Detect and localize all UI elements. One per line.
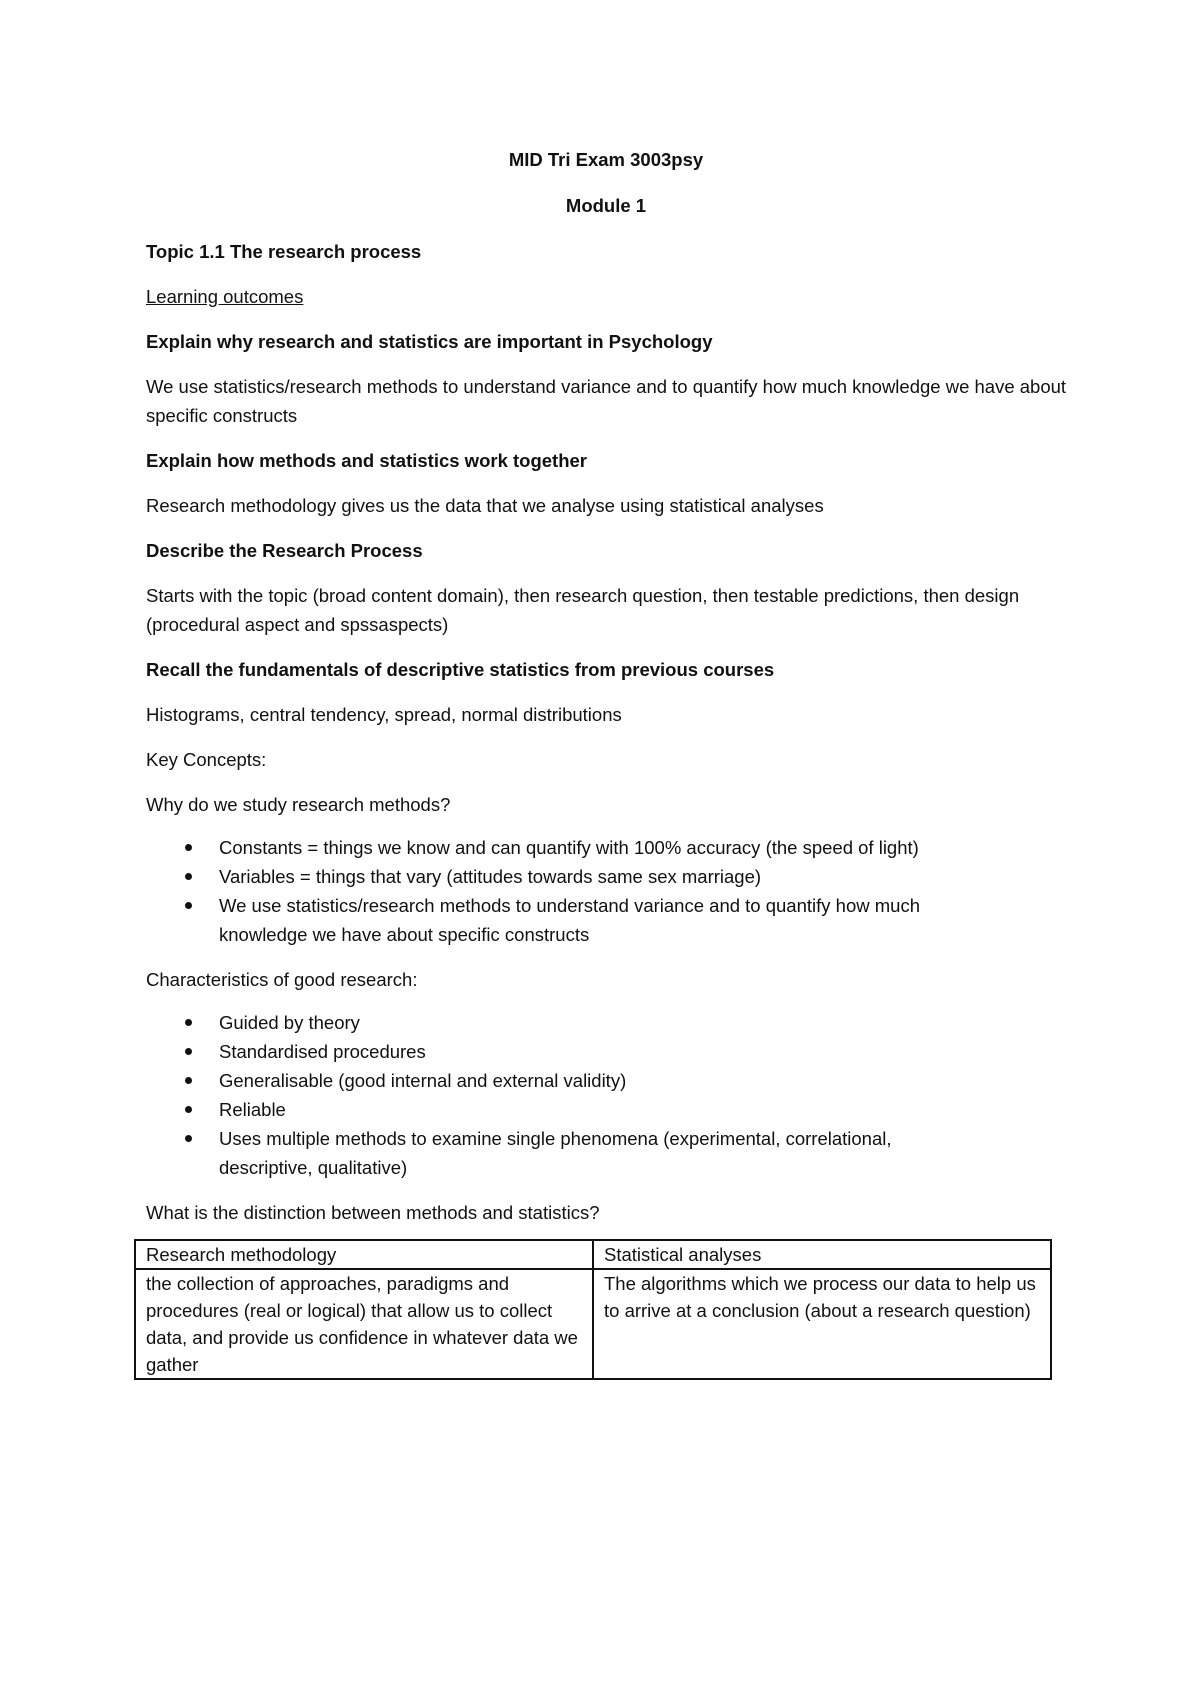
list-item: We use statistics/research methods to understand variance and to quantify how much knowledge we have about specific constructs bbox=[219, 891, 989, 949]
distinction-question: What is the distinction between methods and statistics? bbox=[146, 1202, 600, 1223]
table-cell: The algorithms which we process our data to help us to arrive at a conclusion (about a research question) bbox=[593, 1269, 1051, 1379]
why-study-question: Why do we study research methods? bbox=[146, 794, 451, 815]
characteristics-label: Characteristics of good research: bbox=[146, 969, 418, 990]
list-item: Reliable bbox=[219, 1095, 1066, 1124]
document-title: MID Tri Exam 3003psy bbox=[508, 149, 704, 170]
outcome-answer-4: Histograms, central tendency, spread, normal distributions bbox=[146, 704, 622, 725]
list-item: Variables = things that vary (attitudes towards same sex marriage) bbox=[219, 862, 1066, 891]
outcome-answer-1: We use statistics/research methods to understand variance and to quantify how much knowledge we have about specific constructs bbox=[146, 376, 1067, 426]
list-item: Generalisable (good internal and external validity) bbox=[219, 1066, 1066, 1095]
topic-heading: Topic 1.1 The research process bbox=[146, 241, 422, 262]
outcome-heading-2: Explain how methods and statistics work together bbox=[146, 450, 587, 471]
outcome-heading-3: Describe the Research Process bbox=[146, 540, 423, 561]
list-item: Guided by theory bbox=[219, 1008, 1066, 1037]
outcome-heading-1: Explain why research and statistics are important in Psychology bbox=[146, 331, 713, 352]
learning-outcomes-label: Learning outcomes bbox=[146, 286, 304, 307]
table-row bbox=[135, 1269, 1051, 1379]
comparison-table bbox=[134, 1239, 1052, 1380]
table-header-cell: Statistical analyses bbox=[593, 1240, 1051, 1269]
table-header-cell: Research methodology bbox=[135, 1240, 593, 1269]
outcome-answer-2: Research methodology gives us the data that we analyse using statistical analyses bbox=[146, 495, 824, 516]
characteristics-list bbox=[146, 1008, 1066, 1182]
outcome-answer-3: Starts with the topic (broad content domain), then research question, then testable predictions, then design (procedural aspect and spssaspects) bbox=[146, 585, 1020, 635]
table-header-row bbox=[135, 1240, 1051, 1269]
module-heading: Module 1 bbox=[565, 195, 647, 216]
key-concepts-label: Key Concepts: bbox=[146, 749, 267, 770]
list-item: Uses multiple methods to examine single phenomena (experimental, correlational, descriptive, qualitative) bbox=[219, 1124, 989, 1182]
list-item: Constants = things we know and can quantify with 100% accuracy (the speed of light) bbox=[219, 833, 1066, 862]
table-cell: the collection of approaches, paradigms and procedures (real or logical) that allow us to collect data, and provide us confidence in whatever data we gather bbox=[135, 1269, 593, 1379]
document-content bbox=[146, 145, 1066, 1380]
why-study-list bbox=[146, 833, 1066, 949]
outcome-heading-4: Recall the fundamentals of descriptive statistics from previous courses bbox=[146, 659, 775, 680]
list-item: Standardised procedures bbox=[219, 1037, 1066, 1066]
